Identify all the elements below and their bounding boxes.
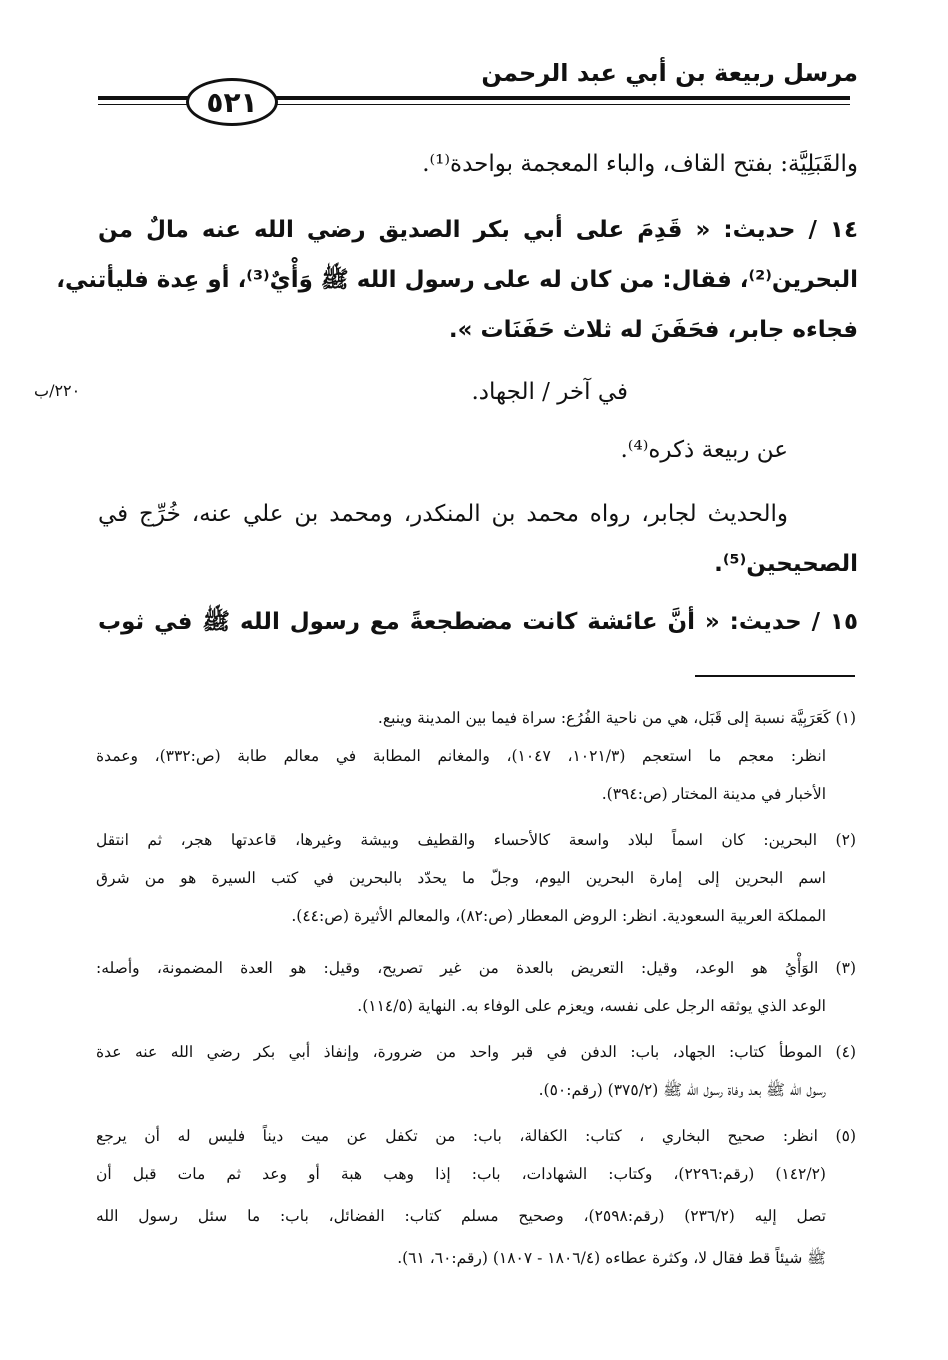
running-header-title: مرسل ربيعة بن أبي عبد الرحمن [481,59,858,87]
body-line-jabir: والحديث لجابر، رواه محمد بن المنكدر، ومحمد بن علي عنه، خُرِّج في [98,501,788,527]
footnote-2-line-2: اسم البحرين إلى إمارة البحرين اليوم، وجلّ ما يحدّد بالبحرين في كتب السيرة هو من شرق [96,869,826,887]
footnote-5-line-1: (٥) انظر: صحيح البخاري ، كتاب: الكفالة، باب: من تكفل عن ميت ديناً فليس له أن يرجع [96,1127,856,1145]
footnote-5-line-3: تصل إليه (٢٣٦/٢) (رقم:٢٥٩٨)، وصحيح مسلم كتاب: الفضائل، باب: ما سئل رسول الله [96,1207,826,1225]
footnote-2-line-3: المملكة العربية السعودية. انظر: الروض المعطار (ص:٨٢)، والمعالم الأثيرة (ص:٤٤). [291,907,826,925]
footnote-separator [695,675,855,677]
location-line: في آخر / الجهاد. [471,379,628,405]
hadith-14-line-3: فجاءه جابر، فحَفَنَ له ثلاث حَفَنَات ». [448,317,858,343]
footnote-1-line-2: انظر: معجم ما استعجم (١٠٢١/٣، ١٠٤٧)، والمغانم المطابة في معالم طابة (ص:٣٣٢)، وعمدة [96,747,826,765]
footnote-1-line-1: (١) كَعَرَبِيَّة نسبة إلى قَبَل، هي من ناحية الفُرُع: سراة فيما بين المدينة وينبع. [377,709,856,727]
page-number-badge [186,78,278,126]
body-line-narrator: عن ربيعة ذكره⁽⁴⁾. [620,437,788,463]
footnote-3-line-1: (٣) الوَأْيُ هو الوعد، وقيل: التعريض بالعدة من غير تصريح، وقيل: هو العدة المضمونة، وأصله: [96,959,856,977]
footnote-5-line-4: ﷺ شيئاً قط فقال لا، وكثرة عطاءه (١٨٠٦/٤ - ١٨٠٧) (رقم:٦٠، ٦١). [397,1249,826,1267]
body-line-1: والقَبَلِيَّة: بفتح القاف، والباء المعجمة بواحدة⁽¹⁾. [422,151,858,177]
footnote-1-line-3: الأخبار في مدينة المختار (ص:٣٩٤). [601,785,826,803]
body-line-sahihayn: الصحيحين⁽⁵⁾. [714,551,858,577]
margin-folio-note: ٢٢٠/ب [34,381,81,400]
hadith-14-line-1: ١٤ / حديث: « قَدِمَ على أبي بكر الصديق رضي الله عنه مالٌ من [98,217,858,243]
footnote-5-line-2: (١٤٢/٢) (رقم:٢٢٩٦)، وكتاب: الشهادات، باب: إذا وهب هبة أو وعد ثم مات قبل أن [96,1165,826,1183]
footnote-4-line-1: (٤) الموطأ كتاب: الجهاد، باب: الدفن في قبر واحد من ضرورة، وإنفاذ أبي بكر رضي الله عنه عدة [96,1043,856,1061]
footnote-3-line-2: الوعد الذي يوثقه الرجل على نفسه، ويعزم على الوفاء به. النهاية (١١٤/٥). [357,997,826,1015]
footnote-4-line-2: رسول الله ﷺ بعد وفاة رسول الله ﷺ (٣٧٥/٢) (رقم:٥٠). [538,1081,826,1099]
footnote-2-line-1: (٢) البحرين: كان اسماً لبلاد واسعة كالأحساء والقطيف وبيشة وغيرها، قاعدتها هجر، ثم انتقل [96,831,856,849]
hadith-15-line-1: ١٥ / حديث: « أنَّ عائشة كانت مضطجعةً مع رسول الله ﷺ في ثوب [98,609,858,635]
page-number: ٥٢١ [206,85,258,119]
hadith-14-line-2: البحرين⁽²⁾، فقال: من كان له على رسول الله ﷺ وَأْيٌ⁽³⁾، أو عِدة فليأتني، [56,267,858,293]
